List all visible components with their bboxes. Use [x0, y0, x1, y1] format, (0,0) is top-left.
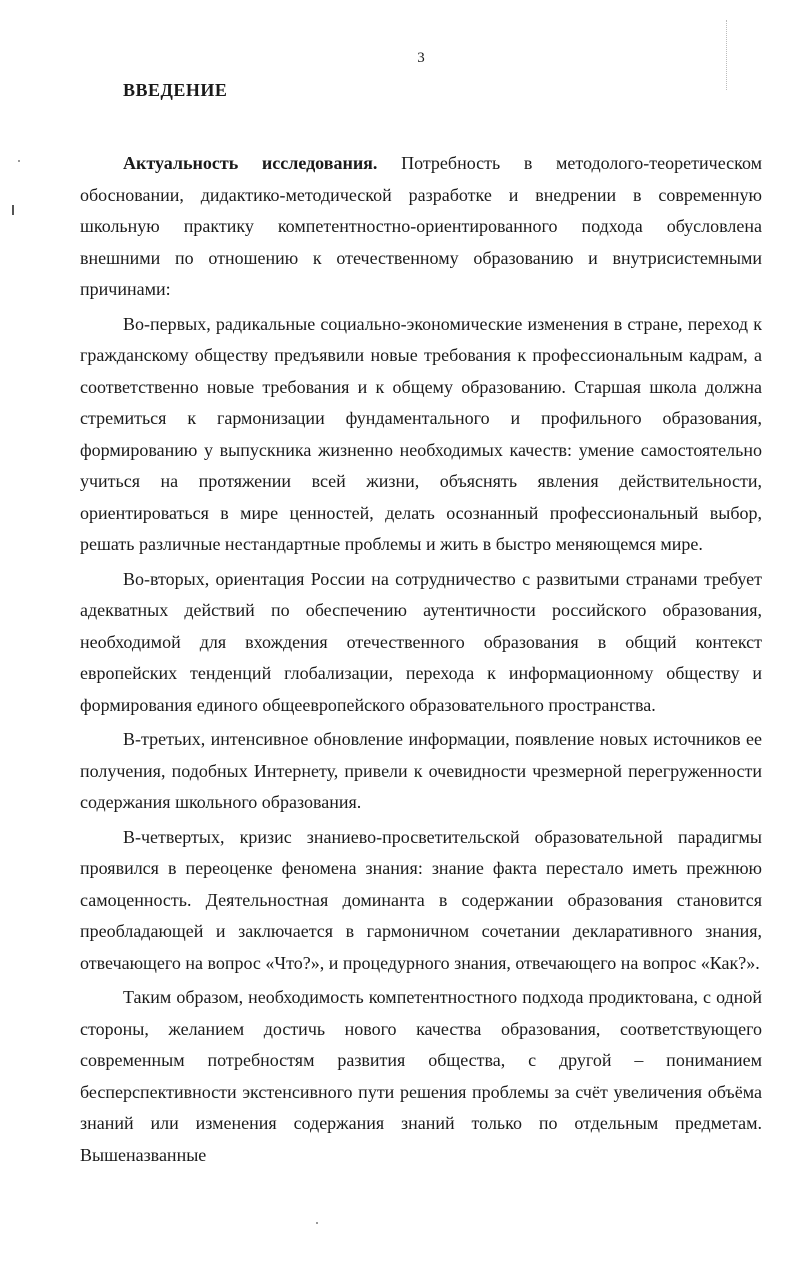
section-heading: ВВЕДЕНИЕ — [123, 80, 228, 100]
scan-edge-marks — [726, 20, 729, 90]
paragraph-relevance — [80, 148, 762, 306]
page-number: 3 — [417, 50, 425, 66]
relevance-lead: Актуальность исследования. — [123, 153, 378, 173]
document-body — [80, 148, 762, 1171]
paragraph-first-reason: Во-первых, радикальные социально-экономические изменения в стране, переход к гражданскому обществу предъявили новые требования к профессиональным кадрам, а соответственно новые требования и к общему образованию. Старшая школа должна стремиться к гармонизации фундаментального и профильного образования, формированию у выпускника жизненно необходимых качеств: умение самостоятельно учиться на протяжении всей жизни, объяснять явления действительности, ориентироваться в мире ценностей, делать осознанный профессиональный выбор, решать различные нестандартные проблемы и жить в быстро меняющемся мире. — [80, 313, 762, 554]
paragraph-fourth-reason: В-четвертых, кризис знаниево-просветительской образовательной парадигмы проявился в переоценке феномена знания: знание факта перестало иметь прежнюю самоценность. Деятельностная доминанта в содержании образования становится преобладающей и заключается в гармоничном сочетании декларативного знания, отвечающего на вопрос «Что?», и процедурного знания, отвечающего на вопрос «Как?». — [80, 826, 762, 973]
paragraph-second-reason: Во-вторых, ориентация России на сотрудничество с развитыми странами требует адекватных действий по обеспечению аутентичности российского образования, необходимой для вхождения отечественного образования в общий контекст европейских тенденций глобализации, перехода к информационному обществу и формирования единого общеевропейского образовательного пространства. — [80, 568, 762, 715]
relevance-text: Потребность в методолого-теоретическом обосновании, дидактико-методической разработке и внедрении в современную школьную практику компетентностно-ориентированного подхода обусловлена внешними по отношению к отечественному образованию и внутрисистемными причинами: — [80, 153, 762, 299]
paragraph-conclusion: Таким образом, необходимость компетентностного подхода продиктована, с одной стороны, желанием достичь нового качества образования, соответствующего современным потребностям развития общества, с другой – пониманием бесперспективности экстенсивного пути решения проблемы за счёт увеличения объёма знаний или изменения содержания знаний только по отдельным предметам. Вышеназванные — [80, 987, 762, 1165]
scan-artifact-dot-bottom — [316, 1222, 318, 1224]
scan-artifact-dot — [18, 160, 20, 162]
paragraph-third-reason: В-третьих, интенсивное обновление информации, появление новых источников ее получения, подобных Интернету, привели к очевидности чрезмерной перегруженности содержания школьного образования. — [80, 729, 762, 812]
scan-artifact-mark — [12, 205, 14, 215]
